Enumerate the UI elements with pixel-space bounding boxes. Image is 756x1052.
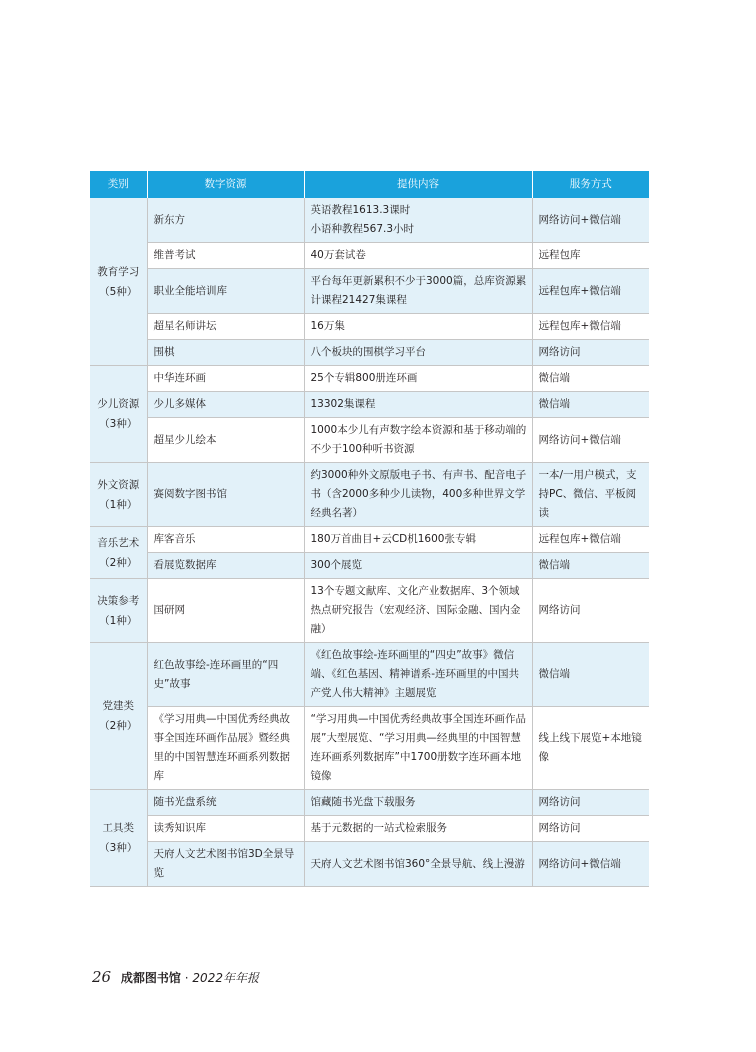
category-label: 音乐艺术	[97, 536, 140, 549]
service-cell: 远程包库	[532, 243, 649, 269]
category-cell	[90, 790, 147, 887]
table-row	[90, 842, 649, 887]
resource-cell: 超星名师讲坛	[147, 314, 304, 340]
resource-cell: 职业全能培训库	[147, 269, 304, 314]
content-cell: 13个专题文献库、文化产业数据库、3个领域热点研究报告（宏观经济、国际金融、国内金融）	[304, 579, 532, 643]
content-cell: 约3000种外文原版电子书、有声书、配音电子书（含2000多种少儿读物，400多种世界文学经典名著）	[304, 463, 532, 527]
resource-cell: 少儿多媒体	[147, 392, 304, 418]
content-cell: 13302集课程	[304, 392, 532, 418]
table-row	[90, 366, 649, 392]
category-cell	[90, 527, 147, 579]
resource-cell: 《学习用典—中国优秀经典故事全国连环画作品展》暨经典里的中国智慧连环画系列数据库	[147, 707, 304, 790]
content-cell: 馆藏随书光盘下载服务	[304, 790, 532, 816]
category-label: （5种）	[99, 285, 138, 298]
category-cell	[90, 366, 147, 463]
category-cell	[90, 198, 147, 366]
service-cell: 远程包库+微信端	[532, 269, 649, 314]
content-cell: 40万套试卷	[304, 243, 532, 269]
resource-cell: 国研网	[147, 579, 304, 643]
category-label: （3种）	[99, 842, 138, 854]
resource-cell: 红色故事绘-连环画里的“四史”故事	[147, 643, 304, 707]
service-cell: 网络访问+微信端	[532, 198, 649, 243]
content-cell: 八个板块的围棋学习平台	[304, 340, 532, 366]
service-cell: 远程包库+微信端	[532, 314, 649, 340]
resource-cell: 新东方	[147, 198, 304, 243]
table-row	[90, 340, 649, 366]
header-category: 类别	[90, 171, 147, 198]
content-cell: 180万首曲目+云CD机1600张专辑	[304, 527, 532, 553]
table-row	[90, 392, 649, 418]
resource-cell: 超星少儿绘本	[147, 418, 304, 463]
table-header	[90, 171, 649, 198]
table-row	[90, 463, 649, 527]
content-cell: 25个专辑800册连环画	[304, 366, 532, 392]
table-row	[90, 418, 649, 463]
footer-org: 成都图书馆	[120, 971, 181, 985]
service-cell: 网络访问+微信端	[532, 418, 649, 463]
content-cell: 16万集	[304, 314, 532, 340]
content-cell: 天府人文艺术图书馆360°全景导航、线上漫游	[304, 842, 532, 887]
table-row	[90, 553, 649, 579]
category-label: （2种）	[99, 720, 138, 732]
category-cell	[90, 643, 147, 790]
footer-separator: ·	[184, 971, 189, 985]
table-body	[90, 198, 649, 887]
service-cell: 网络访问	[532, 340, 649, 366]
table-row	[90, 643, 649, 707]
content-line: 小语种教程567.3小时	[310, 223, 415, 235]
category-label: 教育学习	[97, 265, 140, 278]
content-cell	[304, 198, 532, 243]
service-cell: 微信端	[532, 366, 649, 392]
header-resource: 数字资源	[147, 171, 304, 198]
content-cell: 基于元数据的一站式检索服务	[304, 816, 532, 842]
category-label: 少儿资源	[97, 398, 140, 410]
resource-cell: 赛阅数字图书馆	[147, 463, 304, 527]
table-row	[90, 707, 649, 790]
category-cell	[90, 579, 147, 643]
category-cell	[90, 463, 147, 527]
category-label: （2种）	[99, 556, 138, 569]
table-row	[90, 198, 649, 243]
service-cell: 网络访问+微信端	[532, 842, 649, 887]
resource-cell: 维普考试	[147, 243, 304, 269]
resource-cell: 读秀知识库	[147, 816, 304, 842]
table-row	[90, 816, 649, 842]
category-label: （3种）	[99, 418, 138, 430]
category-label: 决策参考	[97, 594, 140, 607]
category-label: （1种）	[99, 614, 138, 627]
content-cell: 300个展览	[304, 553, 532, 579]
content-cell: 平台每年更新累积不少于3000篇，总库资源累计课程21427集课程	[304, 269, 532, 314]
service-cell: 网络访问	[532, 579, 649, 643]
category-label: 党建类	[102, 700, 134, 712]
table-row	[90, 314, 649, 340]
category-label: 外文资源	[97, 478, 140, 491]
resource-cell: 中华连环画	[147, 366, 304, 392]
service-cell: 微信端	[532, 643, 649, 707]
table-row	[90, 243, 649, 269]
category-label: （1种）	[99, 498, 138, 511]
table-row	[90, 269, 649, 314]
table-row	[90, 527, 649, 553]
service-cell: 远程包库+微信端	[532, 527, 649, 553]
service-cell: 网络访问	[532, 816, 649, 842]
header-service: 服务方式	[532, 171, 649, 198]
service-cell: 线上线下展览+本地镜像	[532, 707, 649, 790]
content-cell: 《红色故事绘-连环画里的“四史”故事》微信端、《红色基因、精神谱系-连环画里的中国共产党人伟大精神》主题展览	[304, 643, 532, 707]
category-label: 工具类	[102, 822, 134, 834]
table-row	[90, 579, 649, 643]
service-cell: 微信端	[532, 392, 649, 418]
service-cell: 一本/一用户模式，支持PC、微信、平板阅读	[532, 463, 649, 527]
footer-report: 2022年年报	[192, 971, 259, 985]
content-cell: 1000本少儿有声数字绘本资源和基于移动端的不少于100种听书资源	[304, 418, 532, 463]
service-cell: 网络访问	[532, 790, 649, 816]
resource-cell: 库客音乐	[147, 527, 304, 553]
resource-cell: 看展览数据库	[147, 553, 304, 579]
resource-cell: 围棋	[147, 340, 304, 366]
resource-cell: 随书光盘系统	[147, 790, 304, 816]
page-number: 26	[92, 968, 112, 986]
content-line: 英语教程1613.3课时	[310, 204, 411, 216]
resource-cell: 天府人文艺术图书馆3D全景导览	[147, 842, 304, 887]
digital-resources-table	[90, 171, 649, 887]
table-row	[90, 790, 649, 816]
content-cell: “学习用典—中国优秀经典故事全国连环画作品展”大型展览、“学习用典—经典里的中国智慧连环画系列数据库”中1700册数字连环画本地镜像	[304, 707, 532, 790]
page-footer	[92, 968, 259, 986]
header-content: 提供内容	[304, 171, 532, 198]
service-cell: 微信端	[532, 553, 649, 579]
